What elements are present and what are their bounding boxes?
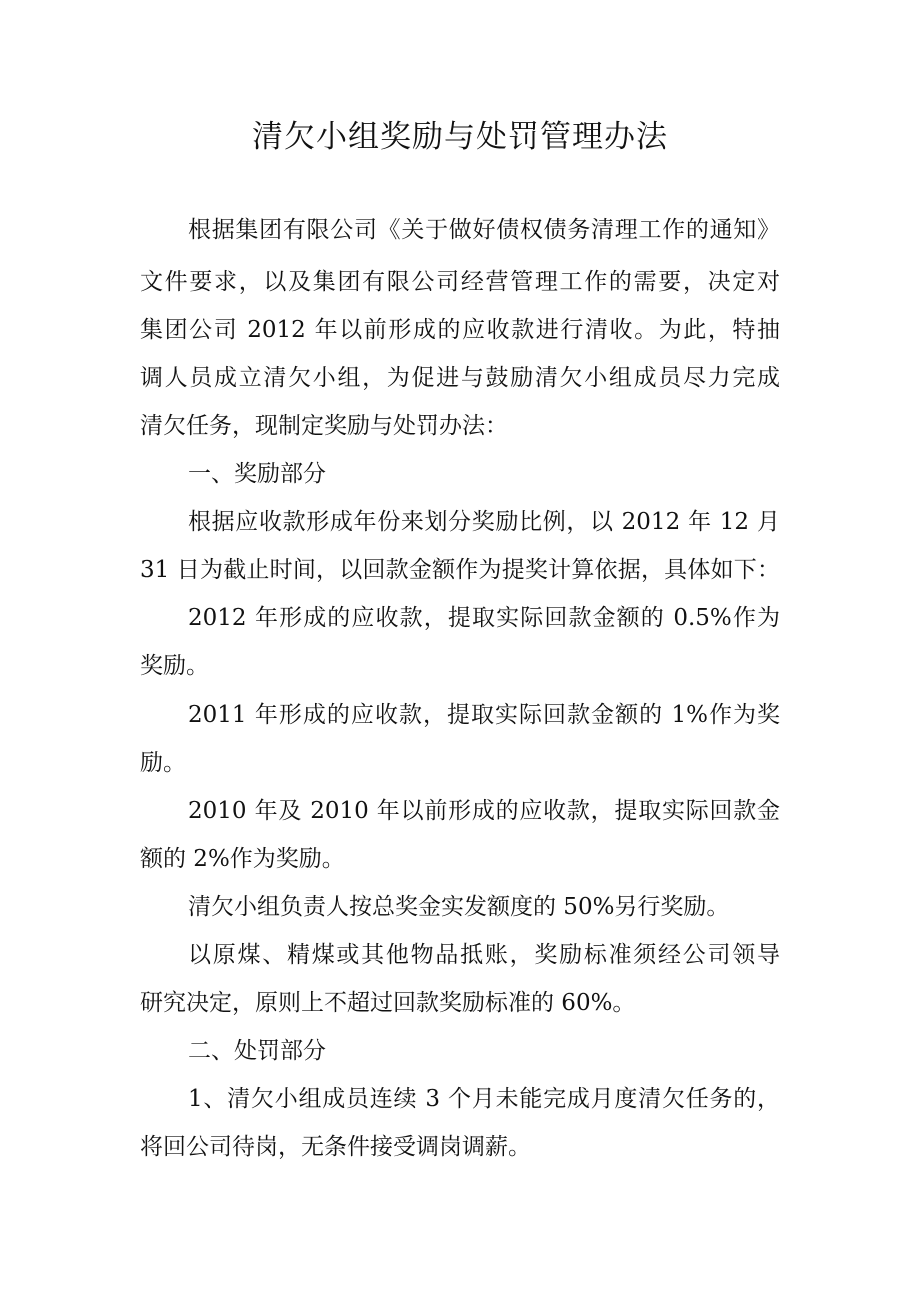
text-line: 调人员成立清欠小组，为促进与鼓励清欠小组成员尽力完成 <box>140 365 780 391</box>
text-line: 2010 年及 2010 年以前形成的应收款，提取实际回款金 <box>188 798 780 824</box>
section-heading-reward: 一、奖励部分 <box>188 461 326 487</box>
text-line: 以原煤、精煤或其他物品抵账，奖励标准须经公司领导 <box>188 942 780 968</box>
text-line: 1、清欠小组成员连续 3 个月未能完成月度清欠任务的， <box>188 1086 780 1112</box>
text-line: 集团公司 2012 年以前形成的应收款进行清收。为此，特抽 <box>140 317 780 343</box>
text-line: 将回公司待岗，无条件接受调岗调薪。 <box>140 1134 531 1160</box>
document-title: 清欠小组奖励与处罚管理办法 <box>252 119 668 155</box>
text-line: 励。 <box>140 750 186 776</box>
text-line: 清欠小组负责人按总奖金实发额度的 50%另行奖励。 <box>188 894 730 920</box>
text-line: 文件要求，以及集团有限公司经营管理工作的需要，决定对 <box>140 269 780 295</box>
text-line: 清欠任务，现制定奖励与处罚办法： <box>140 413 508 439</box>
text-line: 31 日为截止时间，以回款金额作为提奖计算依据，具体如下： <box>140 557 780 583</box>
section-heading-penalty: 二、处罚部分 <box>188 1038 326 1064</box>
text-line: 2011 年形成的应收款，提取实际回款金额的 1%作为奖 <box>188 702 780 728</box>
text-line: 根据集团有限公司《关于做好债权债务清理工作的通知》 <box>188 217 780 243</box>
text-line: 2012 年形成的应收款，提取实际回款金额的 0.5%作为 <box>188 605 780 631</box>
text-line: 研究决定，原则上不超过回款奖励标准的 60%。 <box>140 990 636 1016</box>
text-line: 奖励。 <box>140 653 209 679</box>
text-line: 额的 2%作为奖励。 <box>140 846 345 872</box>
text-line: 根据应收款形成年份来划分奖励比例，以 2012 年 12 月 <box>188 509 780 535</box>
